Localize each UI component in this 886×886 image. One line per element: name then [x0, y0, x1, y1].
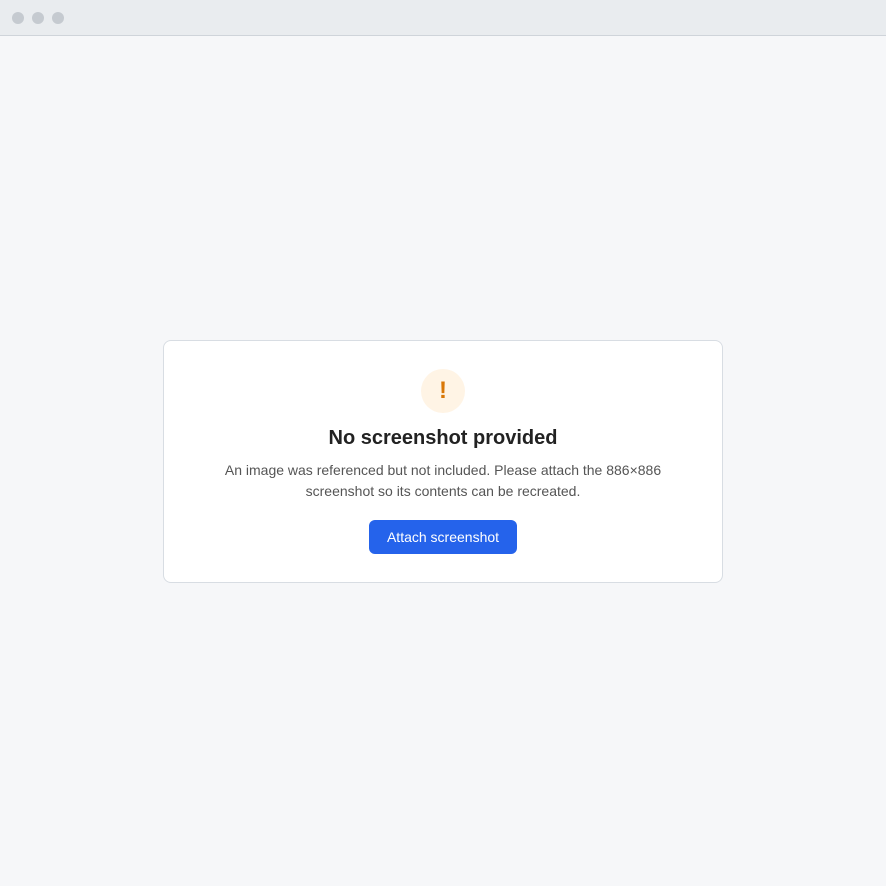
minimize-window-icon[interactable] [32, 12, 44, 24]
notice-message: An image was referenced but not included. Please attach the 886×886 screenshot so its contents can be recreated. [224, 461, 662, 499]
notice-heading: No screenshot provided [328, 426, 558, 449]
close-window-icon[interactable] [12, 12, 24, 24]
missing-image-notice [163, 340, 723, 583]
main-content [0, 36, 886, 886]
maximize-window-icon[interactable] [52, 12, 64, 24]
warning-icon: ! [421, 369, 465, 413]
attach-screenshot-button[interactable]: Attach screenshot [369, 520, 517, 554]
window-controls [12, 12, 64, 24]
title-bar [0, 0, 886, 36]
